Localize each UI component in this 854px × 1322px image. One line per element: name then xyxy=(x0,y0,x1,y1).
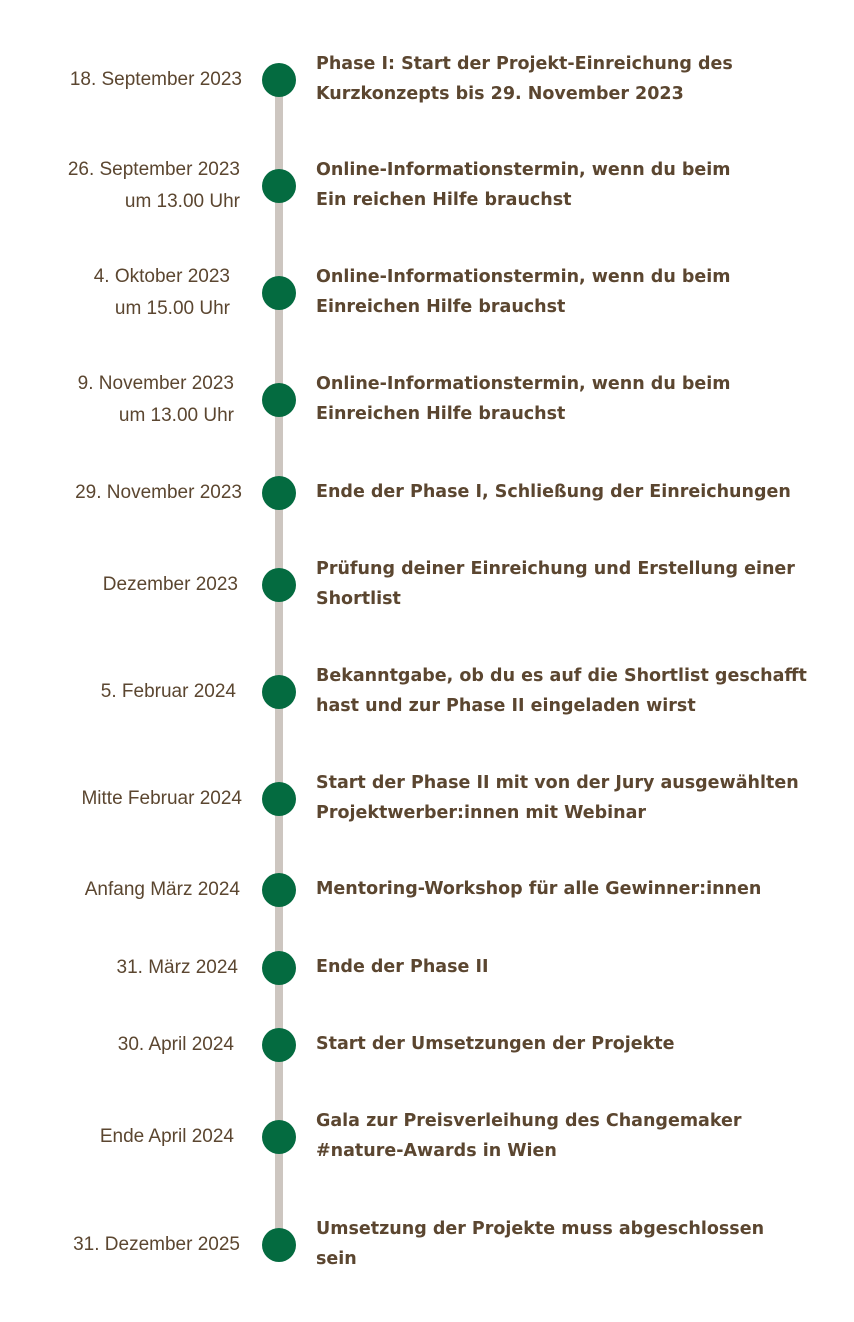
event-description-line: Prüfung deiner Einreichung und Erstellung einer xyxy=(316,559,795,579)
event-date-day: 31. März 2024 xyxy=(116,957,238,978)
event-description xyxy=(316,369,826,429)
event-date xyxy=(101,676,236,708)
timeline-dot-icon xyxy=(262,169,296,203)
event-description xyxy=(316,1029,826,1059)
event-description-line: Projektwerber:innen mit Webinar xyxy=(316,803,647,823)
event-description-line: Online-Informationstermin, wenn du beim xyxy=(316,267,731,287)
event-date xyxy=(85,874,240,906)
event-description xyxy=(316,661,826,721)
timeline-dot-icon xyxy=(262,1120,296,1154)
event-description xyxy=(316,49,826,109)
event-date-day: Mitte Februar 2024 xyxy=(81,788,242,809)
event-description xyxy=(316,477,826,507)
event-description-line: Ein reichen Hilfe brauchst xyxy=(316,190,572,210)
event-description-line: Shortlist xyxy=(316,589,401,609)
timeline-dot-icon xyxy=(262,675,296,709)
event-date xyxy=(78,368,234,432)
event-date-time: um 13.00 Uhr xyxy=(118,405,234,426)
timeline-dot-icon xyxy=(262,951,296,985)
event-description-line: Gala zur Preisverleihung des Changemaker xyxy=(316,1111,742,1131)
event-date xyxy=(70,64,242,96)
timeline-dot-icon xyxy=(262,568,296,602)
event-date xyxy=(103,569,238,601)
event-date-day: 9. November 2023 xyxy=(77,373,234,394)
event-date xyxy=(94,261,230,325)
timeline-dot-icon xyxy=(262,476,296,510)
event-description-line: Einreichen Hilfe brauchst xyxy=(316,297,566,317)
event-date-day: 5. Februar 2024 xyxy=(100,681,236,702)
timeline-dot-icon xyxy=(262,383,296,417)
event-description-line: Online-Informationstermin, wenn du beim xyxy=(316,374,731,394)
event-date xyxy=(81,783,242,815)
timeline-dot-icon xyxy=(262,276,296,310)
event-description xyxy=(316,262,826,322)
timeline-rail xyxy=(275,80,283,1245)
event-date xyxy=(100,1121,234,1153)
event-date-time: um 15.00 Uhr xyxy=(114,298,230,319)
event-description-line: Ende der Phase II xyxy=(316,957,489,977)
event-description xyxy=(316,1214,826,1274)
event-description-line: Start der Phase II mit von der Jury ausgewählten xyxy=(316,773,799,793)
event-description xyxy=(316,554,826,614)
timeline-dot-icon xyxy=(262,873,296,907)
timeline-dot-icon xyxy=(262,1028,296,1062)
event-description-line: Start der Umsetzungen der Projekte xyxy=(316,1034,675,1054)
event-date-time: um 13.00 Uhr xyxy=(124,191,240,212)
event-date xyxy=(118,1029,234,1061)
event-date-day: Anfang März 2024 xyxy=(84,879,240,900)
event-date-day: 18. September 2023 xyxy=(69,69,242,90)
event-date xyxy=(73,1229,240,1261)
event-description xyxy=(316,155,826,215)
event-description xyxy=(316,768,826,828)
event-date-day: 31. Dezember 2025 xyxy=(73,1234,240,1255)
timeline-dot-icon xyxy=(262,63,296,97)
event-date xyxy=(68,154,240,218)
event-description-line: Phase I: Start der Projekt-Einreichung des xyxy=(316,54,733,74)
event-date-day: 29. November 2023 xyxy=(75,482,242,503)
event-date-day: Ende April 2024 xyxy=(99,1126,234,1147)
timeline-dot-icon xyxy=(262,1228,296,1262)
event-date-day: 4. Oktober 2023 xyxy=(93,266,230,287)
event-description xyxy=(316,1106,826,1166)
event-date xyxy=(75,477,242,509)
event-description xyxy=(316,952,826,982)
event-description-line: Umsetzung der Projekte muss abgeschlossen xyxy=(316,1219,765,1239)
event-description xyxy=(316,874,826,904)
event-description-line: Kurzkonzepts bis 29. November 2023 xyxy=(316,84,684,104)
event-description-line: Einreichen Hilfe brauchst xyxy=(316,404,566,424)
event-date-day: 26. September 2023 xyxy=(67,159,240,180)
event-description-line: #nature-Awards in Wien xyxy=(316,1141,557,1161)
event-description-line: Mentoring-Workshop für alle Gewinner:innen xyxy=(316,879,762,899)
event-description-line: Online-Informationstermin, wenn du beim xyxy=(316,160,731,180)
event-description-line: Ende der Phase I, Schließung der Einreichungen xyxy=(316,482,791,502)
event-description-line: sein xyxy=(316,1249,357,1269)
event-date-day: Dezember 2023 xyxy=(102,574,238,595)
event-description-line: Bekanntgabe, ob du es auf die Shortlist geschafft xyxy=(316,666,807,686)
event-date-day: 30. April 2024 xyxy=(117,1034,234,1055)
timeline-dot-icon xyxy=(262,782,296,816)
event-date xyxy=(117,952,238,984)
event-description-line: hast und zur Phase II eingeladen wirst xyxy=(316,696,696,716)
